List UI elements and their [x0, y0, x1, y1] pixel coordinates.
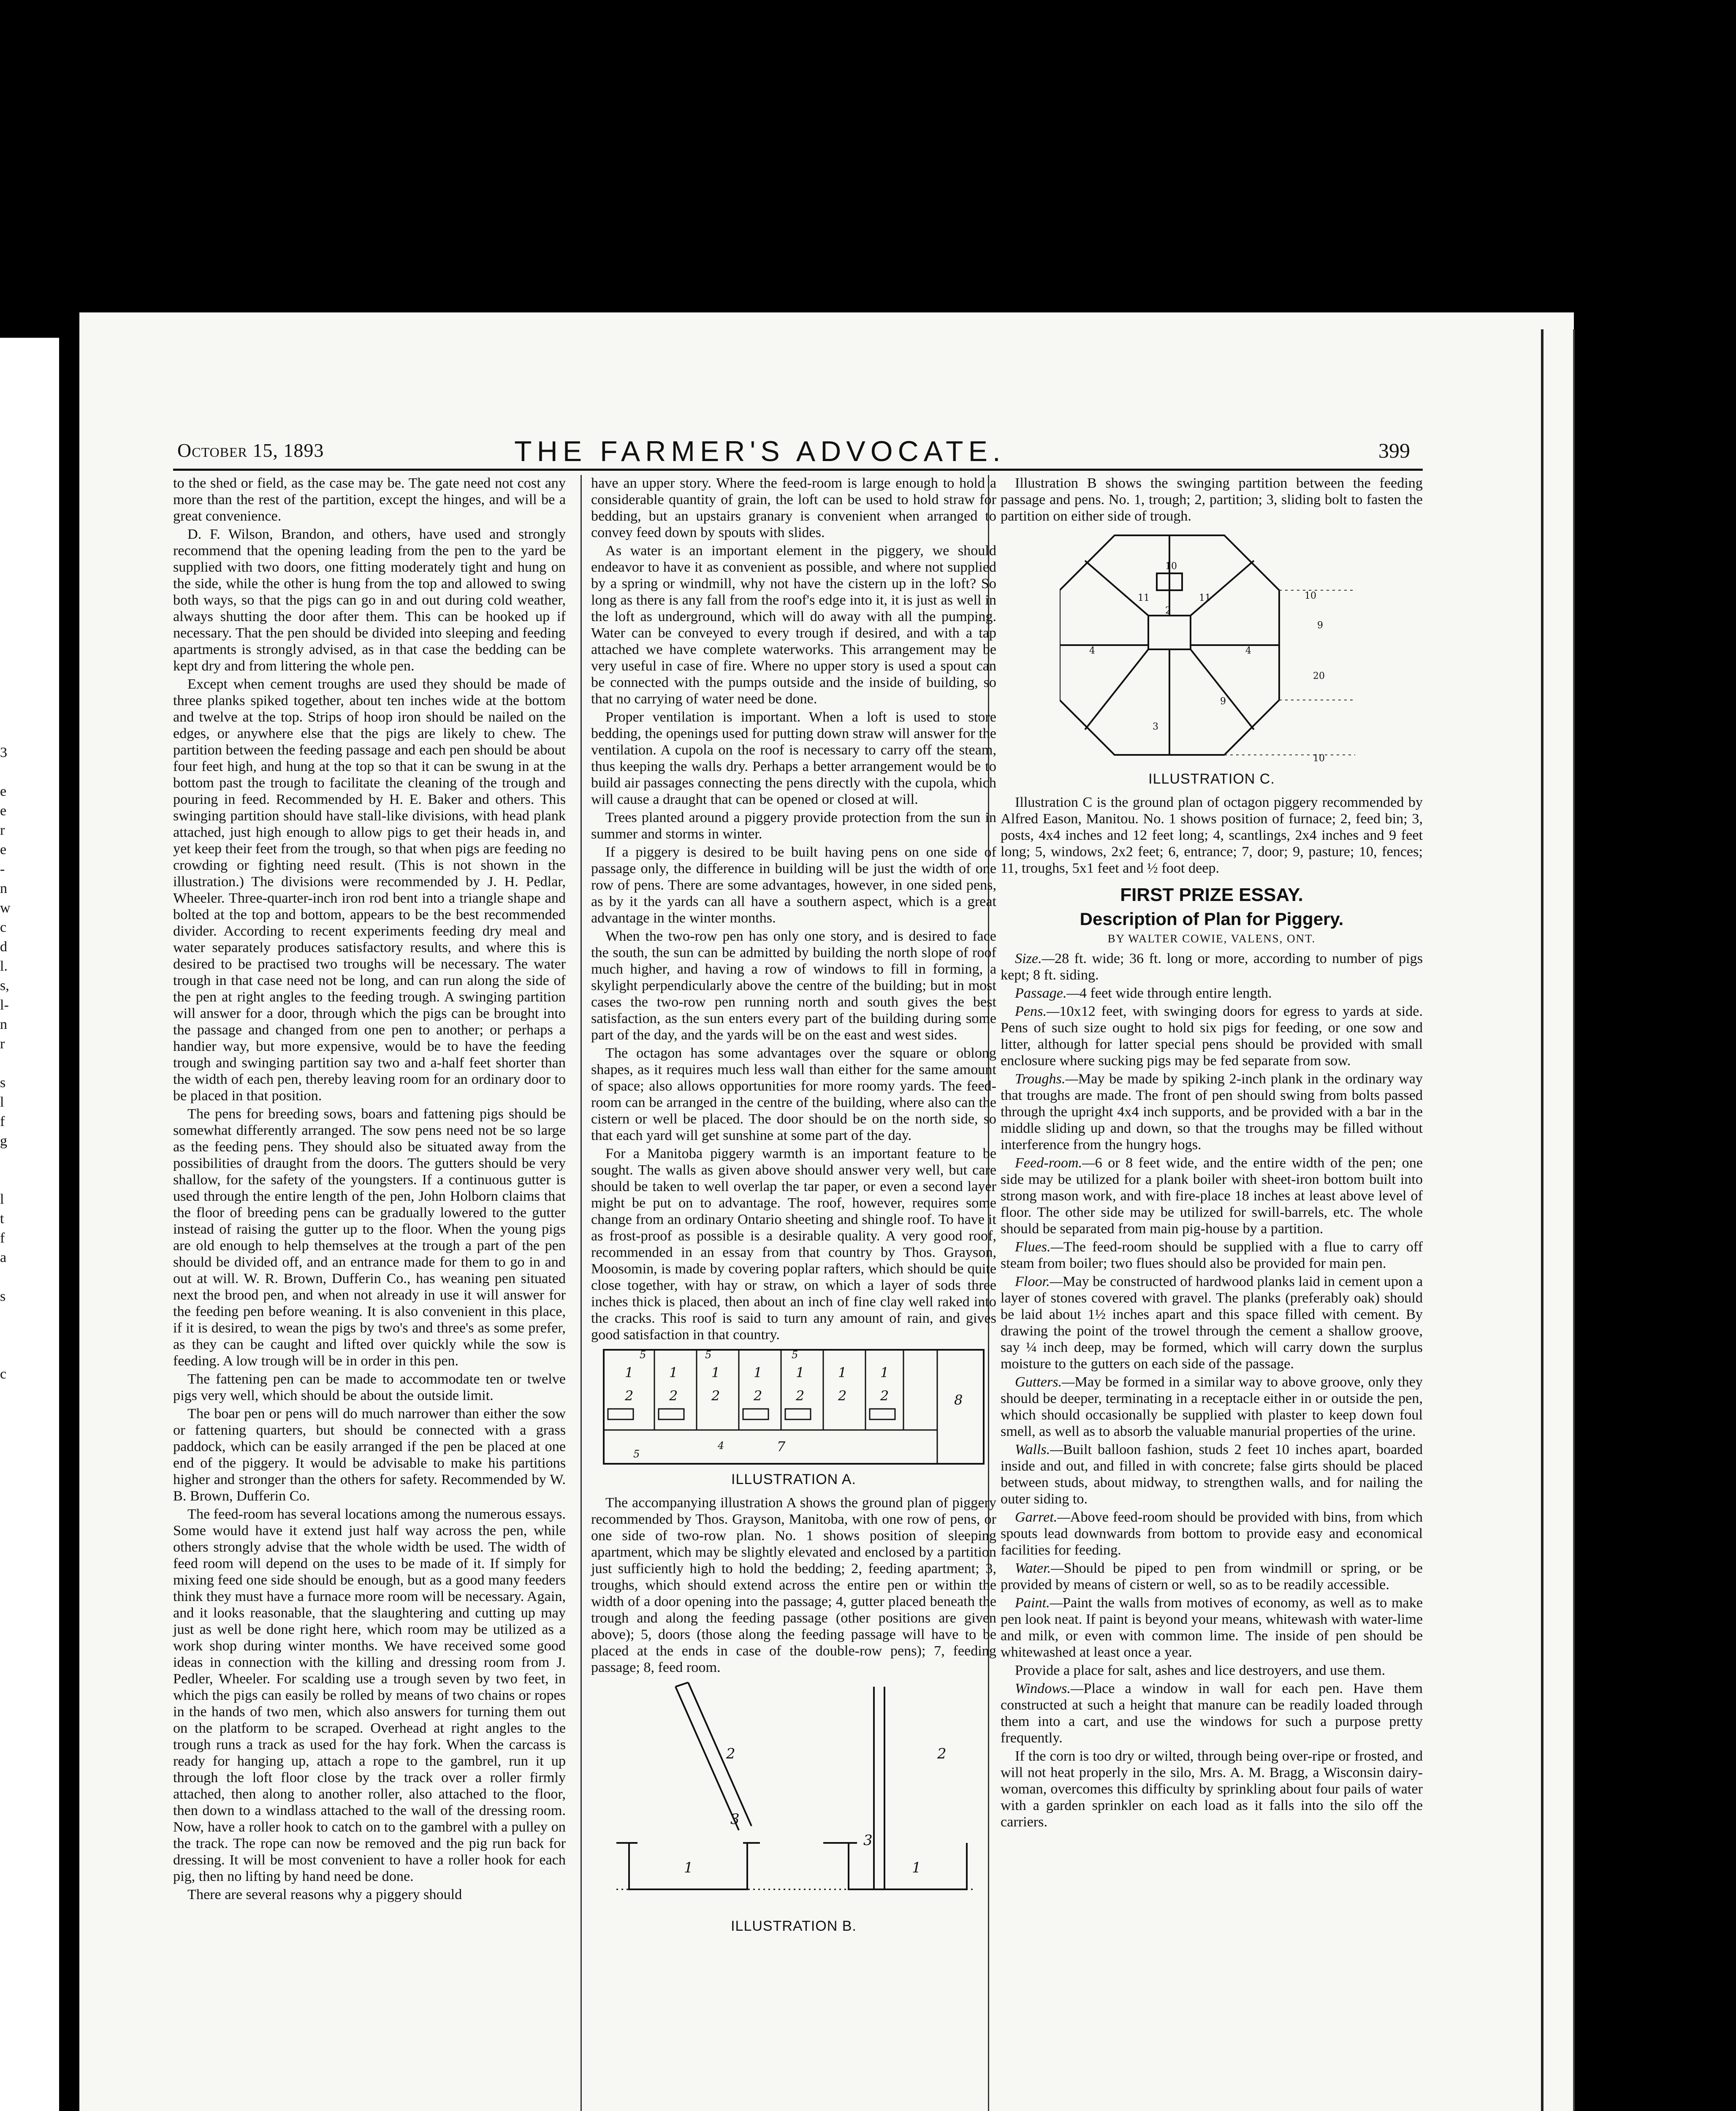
- column-1: [173, 475, 566, 1905]
- edge-fragment: s,: [0, 978, 9, 993]
- svg-text:1: 1: [669, 1365, 678, 1381]
- svg-text:2: 2: [838, 1388, 847, 1404]
- column-2: [591, 475, 996, 1941]
- paragraph: Trees planted around a piggery provide protection from the sun in summer and storms in winter.: [591, 810, 996, 842]
- edge-fragment: -: [0, 861, 5, 877]
- essay-section: [1001, 1273, 1423, 1372]
- essay-section-text: Paint the walls from motives of economy, as well as to make pen look neat. If paint is beyond your means, whitewash with water-lime and milk, or even with common lime. The inside of pen should be whitewashed at least once a year.: [1001, 1595, 1423, 1660]
- edge-fragment: [0, 1151, 30, 1170]
- edge-fragment: d: [0, 939, 7, 955]
- edge-fragment: [0, 1267, 30, 1287]
- edge-fragment: c: [0, 1366, 7, 1382]
- paragraph: The fattening pen can be made to accommodate ten or twelve pigs very well, which should be about the outside limit.: [173, 1371, 566, 1403]
- essay-subheading: Description of Plan for Piggery.: [1080, 909, 1344, 929]
- essay-section-label: Windows.—: [1015, 1681, 1084, 1696]
- edge-fragment: e: [0, 784, 7, 799]
- svg-text:2: 2: [880, 1388, 889, 1404]
- essay-section-text: Built balloon fashion, studs 2 feet 10 inches apart, boarded inside and out, and filled in with concrete; false girts should be placed between studs, about midway, to strengthen walls, and for nailing the outer siding to.: [1001, 1442, 1423, 1507]
- essay-section: [1001, 950, 1423, 983]
- svg-text:1: 1: [625, 1365, 634, 1381]
- svg-text:5: 5: [705, 1349, 712, 1361]
- page-number: 399: [1378, 439, 1410, 462]
- adjacent-page-fragment: [0, 338, 59, 2111]
- essay-section-label: Garret.—: [1015, 1509, 1070, 1525]
- paragraph: For a Manitoba piggery warmth is an important feature to be sought. The walls as given above should answer very well, but care should be taken to well overlap the tar paper, or even a second layer might be put on to advantage. The roof, however, requires some change from an ordinary Ontario sheeting and shingle roof. To have it as frost-proof as possible is a desirable quality. A very good roof, recommended in an essay from that country by Thos. Grayson, Moosomin, is made by covering poplar rafters, which should be quite close together, with hay or straw, on which a layer of sods three inches thick is placed, then about an inch of fine clay well raked into the cracks. This roof is said to turn any amount of rain, and gives good satisfaction in that country.: [591, 1146, 996, 1343]
- svg-text:2: 2: [937, 1745, 947, 1762]
- svg-text:5: 5: [640, 1349, 646, 1361]
- essay-section-label: Size.—: [1015, 951, 1055, 966]
- edge-fragment: s: [0, 1075, 6, 1091]
- essay-section-text: 10x12 feet, with swinging doors for egress to yards at side. Pens of such size ought to hold six pigs for feeding, or one sow and litter, although for latter special pens should be provided with small enclosure where sucking pigs may be fed separate from sow.: [1001, 1004, 1423, 1069]
- paragraph: If a piggery is desired to be built having pens on one side of passage only, the difference in building will be just the width of one row of pens. There are some advantages, however, in one sided pens, as by it the yards can all have a southern aspect, which is a great advantage in the winter months.: [591, 844, 996, 926]
- svg-text:1: 1: [711, 1365, 720, 1381]
- svg-text:3: 3: [863, 1832, 873, 1849]
- masthead: [110, 435, 1410, 469]
- paragraph: Except when cement troughs are used they should be made of three planks spiked together, about ten inches wide at the bottom and twelve at the top. Strips of hoop iron should be nailed on the edges, or anywhere else that the pigs are likely to chew. The partition between the feeding passage and each pen should be about four feet high, and hung at the top so that it can be swung in at the bottom past the trough to facilitate the cleaning of the trough and pouring in feed. Recommended by H. E. Baker and others. This swinging partition should have stall-like divisions, with head plank attached, just high enough to allow pigs to get their heads in, and yet keep their feet from the trough, so that when pigs are feeding no crowding or fighting need result. (This is not shown in the illustration.) The divisions were recommended by J. H. Pedlar, Wheeler. Three-quarter-inch iron rod bent into a triangle shape and bolted at the top and bottom, appears to be the best recommended divider. According to recent experiments feeding dry meal and water separately produces satisfactory results, and where this is desired to be practised two troughs will be necessary. The water trough in that case need not be long, and can run along the side of the pen at right angles to the feeding trough. A swinging partition will answer for a door, through which the pigs can be brought into the passage and changed from one pen to another; or perhaps a handier way, but more expensive, would be to have the feeding trough and swinging partition say two and a-half feet shorter than the width of each pen, thereby leaving room for an ordinary door to be placed in that position.: [173, 676, 566, 1104]
- svg-text:3: 3: [730, 1811, 740, 1828]
- essay-section: [1001, 1560, 1423, 1593]
- edge-fragment: w: [0, 900, 11, 916]
- svg-text:2: 2: [1165, 605, 1171, 616]
- paragraph: The octagon has some advantages over the square or oblong shapes, as it requires much less wall than either for the same amount of space; also allows opportunities for more roomy yards. The feed-room can be arranged in the centre of the building, where also can the cistern or well be placed. The door should be on the north side, so that each yard will get sunshine at some part of the day.: [591, 1045, 996, 1143]
- essay-section-text: May be constructed of hardwood planks laid in cement upon a layer of stones covered with gravel. The planks (preferably oak) should be laid about 1½ inches apart and this space filled with cement. By drawing the point of the trowel through the cement a shallow groove, say ¼ inch deep, may be formed, which will carry down the surplus moisture to the gutters on each side of the passage.: [1001, 1274, 1423, 1372]
- svg-text:1: 1: [796, 1365, 805, 1381]
- paragraph: There are several reasons why a piggery should: [187, 1887, 462, 1902]
- essay-section-text: May be formed in a similar way to above groove, only they should be deeper, terminating in a receptacle either in or outside the pen, which should occasionally be supplied with plaster to keep down foul smell, as well as to absorb the valuable manurial properties of the urine.: [1001, 1374, 1423, 1439]
- illustration-a-caption: ILLUSTRATION A.: [731, 1471, 856, 1487]
- essay-section-text: Above feed-room should be provided with bins, from which spouts lead downwards from bottom to provide easy and economical facilities for feeding.: [1001, 1509, 1423, 1558]
- essay-section-text: Provide a place for salt, ashes and lice destroyers, and use them.: [1015, 1663, 1386, 1678]
- svg-text:9: 9: [1220, 696, 1226, 707]
- essay-section-label: Passage.—: [1015, 985, 1080, 1001]
- essay-section-label: Paint.—: [1015, 1595, 1063, 1611]
- svg-text:10: 10: [1313, 753, 1325, 764]
- essay-section-text: 4 feet wide through entire length.: [1079, 985, 1272, 1001]
- edge-fragment: l.: [0, 958, 8, 974]
- svg-text:1: 1: [684, 1859, 693, 1876]
- paragraph: The feed-room has several locations among the numerous essays. Some would have it extend just half way across the pen, while others strongly advise that the whole width be used. The width of feed room will depend on the uses to be made of it. If simply for mixing feed one side should be enough, but as a good many feeders think they must have a furnace more room will be necessary. Again, and it looks reasonable, that the slaughtering and cutting up may just as well be done right here, which room may be utilized as a work shop during winter months. We have received some good ideas in connection with the killing and dressing room from J. Pedler, Wheeler. For scalding use a trough seven by two feet, in which the pigs can easily be rolled by means of two chains or ropes in the hands of two men, which also answers for turning them out on the platform to be scraped. Overhead at right angles to the trough runs a track as used for the hay fork. When the carcass is ready for hanging up, attach a rope to the gambrel, run it up through the loft floor close by the track over a roller firmly attached, then along to another roller, also attached to the floor, then down to a windlass attached to the wall of the dressing room. Now, have a roller hook to catch on to the gambrel with a pulley on the track. The rope can now be removed and the pig run back for dressing. It will be most convenient to have a roller hook for each pig, then no lifting by hand need be done.: [173, 1506, 566, 1884]
- edge-fragment: t: [0, 1211, 4, 1226]
- svg-text:4: 4: [1089, 646, 1095, 656]
- edge-fragment: l-: [0, 997, 9, 1013]
- paragraph: When the two-row pen has only one story, and is desired to face the south, the sun can be admitted by building the north slope of roof much higher, and having a row of windows to fill in forming, a skylight perpendicularly above the centre of the building; but in most cases the two-row pen running north and south gives the best satisfaction, as the sun enters every part of the building during some part of the day, and the yards will be on the east and west sides.: [591, 928, 996, 1043]
- edge-fragment: f: [0, 1230, 5, 1246]
- svg-text:10: 10: [1305, 591, 1316, 601]
- edge-fragment: g: [0, 1133, 7, 1149]
- essay-section: [1001, 1003, 1423, 1069]
- essay-section-label: Troughs.—: [1015, 1071, 1078, 1087]
- paragraph: As water is an important element in the piggery, we should endeavor to have it as convenient as possible, and where not supplied by a spring or windmill, why not have the cistern up in the loft? So long as there is any fall from the roof's edge into it, it is just as well in the loft as underground, which will do away with all the pumping. Water can be conveyed to every trough if desired, and with a tap attached we have complete waterworks. This arrangement may be very useful in case of fire. Where no upper story is used a spout can be connected with the pumps outside and the inside of building, so that no carrying of water need be done.: [591, 543, 996, 707]
- svg-text:5: 5: [633, 1448, 640, 1460]
- essay-section-label: Pens.—: [1015, 1004, 1060, 1019]
- publication-title: THE FARMER'S ADVOCATE.: [514, 435, 1006, 467]
- illustration-c-description: Illustration C is the ground plan of octagon piggery recommended by Alfred Eason, Manitou. No. 1 shows position of furnace; 2, feed bin; 3, posts, 4x4 inches and 12 feet long; 4, scantlings, 2x4 inches and 9 feet long; 5, windows, 2x2 feet; 6, entrance; 7, door; 9, pasture; 10, fences; 11, troughs, 5x1 feet and ½ foot deep.: [1001, 795, 1423, 876]
- essay-section-text: 28 ft. wide; 36 ft. long or more, according to number of pigs kept; 8 ft. siding.: [1001, 951, 1423, 983]
- svg-text:2: 2: [711, 1388, 720, 1404]
- paragraph: The boar pen or pens will do much narrower than either the sow or fattening quarters, but should be connected with a grass paddock, which can be easily arranged if the pen be placed at one end of the piggery. It would be advisable to make his partitions higher and stronger than the others for safety. Recommended by W. B. Brown, Dufferin Co.: [173, 1406, 566, 1504]
- essay-section: [1001, 1441, 1423, 1507]
- svg-text:9: 9: [1317, 620, 1323, 631]
- paragraph: D. F. Wilson, Brandon, and others, have used and strongly recommend that the opening leading from the pen to the yard be supplied with two doors, one fitting moderately tight and hung on the side, while the other is hung from the top and allowed to swing both ways, so that the pigs can go in and out during cold weather, always shutting the door after them. This can be hooked up if necessary. That the pen should be divided into sleeping and feeding apartments is strongly advised, as in that case the bedding can be kept dry and from littering the whole pen.: [173, 526, 566, 674]
- adjacent-page-text: [0, 743, 30, 1384]
- illustration-a-description: The accompanying illustration A shows the ground plan of piggery recommended by Thos. Grayson, Manitoba, with one row of pens, or one side of two-row plan. No. 1 shows position of sleeping apartment, which may be slightly elevated and enclosed by a partition just sufficiently high to hold the bedding; 2, feeding apartment; 3, troughs, which should extend across the entire pen or within the width of a door opening into the passage; 4, gutter placed beneath the trough and along the feeding passage (other positions are given above); 5, doors (those along the feeding passage will have to be placed at the ends in case of the double-row pens); 7, feeding passage; 8, feed room.: [591, 1495, 996, 1675]
- edge-fragment: n: [0, 881, 7, 896]
- svg-text:5: 5: [792, 1349, 798, 1361]
- svg-text:11: 11: [1199, 593, 1211, 603]
- edge-fragment: e: [0, 803, 7, 819]
- illustration-c-caption: ILLUSTRATION C.: [1148, 771, 1275, 787]
- svg-text:2: 2: [669, 1388, 678, 1404]
- essay-section-label: Feed-room.—: [1015, 1155, 1095, 1171]
- svg-text:2: 2: [726, 1745, 735, 1762]
- svg-text:2: 2: [754, 1388, 762, 1404]
- illustration-b-caption: ILLUSTRATION B.: [731, 1918, 857, 1934]
- essay-heading: FIRST PRIZE ESSAY.: [1120, 885, 1303, 905]
- svg-text:8: 8: [954, 1392, 963, 1408]
- svg-text:1: 1: [754, 1365, 762, 1381]
- svg-text:10: 10: [1165, 561, 1177, 572]
- edge-fragment: [0, 1326, 30, 1345]
- svg-text:1: 1: [838, 1365, 847, 1381]
- closing-paragraph: If the corn is too dry or wilted, through being over-ripe or frosted, and will not heat properly in the silo, Mrs. A. M. Bragg, a Wisconsin dairy-woman, overcomes this difficulty by sprinkling about four pails of water with a garden sprinkler on each load as it falls into the silo off the carriers.: [1001, 1748, 1423, 1830]
- essay-section-label: Water.—: [1015, 1560, 1064, 1576]
- svg-text:1: 1: [912, 1859, 921, 1876]
- svg-text:1: 1: [880, 1365, 889, 1381]
- svg-text:11: 11: [1138, 593, 1150, 603]
- edge-fragment: l: [0, 1094, 4, 1110]
- essay-section-label: Flues.—: [1015, 1239, 1063, 1255]
- edge-fragment: r: [0, 1036, 5, 1052]
- illustration-a-floor-plan: [599, 1346, 988, 1468]
- edge-fragment: r: [0, 822, 5, 838]
- paragraph: have an upper story. Where the feed-room is large enough to hold a considerable quantity of grain, the loft can be used to hold straw for bedding, but an upstairs granary is convenient when arranged to convey feed down by spouts with slides.: [591, 475, 996, 540]
- essay-section: [1001, 1071, 1423, 1153]
- essay-section-label: Floor.—: [1015, 1274, 1063, 1289]
- svg-text:2: 2: [796, 1388, 805, 1404]
- issue-date: October 15, 1893: [177, 440, 324, 461]
- edge-fragment: e: [0, 842, 7, 857]
- svg-text:20: 20: [1313, 671, 1325, 681]
- edge-fragment: s: [0, 1289, 6, 1304]
- essay-section-text: Place a window in wall for each pen. Have them constructed at such a height that manure can be readily loaded through them into a cart, and use the windows for such a purpose pretty frequently.: [1001, 1681, 1423, 1746]
- illustration-b-partition-diagram: [604, 1678, 984, 1915]
- edge-fragment: [0, 762, 30, 782]
- essay-section: [1001, 1595, 1423, 1661]
- essay-byline: BY WALTER COWIE, VALENS, ONT.: [1107, 932, 1316, 945]
- edge-fragment: a: [0, 1250, 7, 1265]
- essay-section-label: Walls.—: [1015, 1442, 1063, 1457]
- essay-section-text: The feed-room should be supplied with a flue to carry off steam from boiler; two flues should also be provided for main pen.: [1001, 1239, 1423, 1271]
- column-3: [1001, 475, 1423, 1832]
- essay-section: [1001, 985, 1423, 1001]
- illustration-c-octagon-plan: [1060, 527, 1364, 768]
- edge-fragment: [0, 1345, 30, 1365]
- svg-text:3: 3: [1153, 722, 1158, 732]
- edge-fragment: n: [0, 1017, 7, 1032]
- svg-text:7: 7: [777, 1438, 786, 1454]
- essay-section-text: 6 or 8 feet wide, and the entire width of the pen; one side may be utilized for a plank boiler with sheet-iron bottom built into strong mason work, and with fire-place 18 inches at least above level of floor. The other side may be utilized for swill-barrels, etc. The whole should be separated from main pig-house by a partition.: [1001, 1155, 1423, 1237]
- paragraph: Proper ventilation is important. When a loft is used to store bedding, the openings used for putting down straw will answer for the ventilation. A cupola on the roof is necessary to carry off the steam, thus keeping the walls dry. Perhaps a better arrangement would be to build air passages connecting the pens directly with the cupola, which will cause a draught that can be opened or closed at will.: [591, 709, 996, 807]
- edge-fragment: [0, 1170, 30, 1190]
- column-divider: [580, 475, 582, 2111]
- essay-section-text: May be made by spiking 2-inch plank in the ordinary way that troughs are made. The front of pen should swing from bolts passed through the upright 4x4 inch supports, and be provided with a bar in the middle sliding up and down, so that the troughs may be filled without interference from the hungry hogs.: [1001, 1071, 1423, 1153]
- essay-sections: [1001, 950, 1423, 1746]
- edge-fragment: f: [0, 1114, 5, 1129]
- svg-text:4: 4: [718, 1440, 724, 1452]
- illustration-b-description: Illustration B shows the swinging partition between the feeding passage and pens. No. 1, trough; 2, partition; 3, sliding bolt to fasten the partition on either side of trough.: [1001, 475, 1423, 524]
- edge-fragment: [0, 1054, 30, 1073]
- edge-fragment: l: [0, 1191, 4, 1207]
- essay-section: [1001, 1509, 1423, 1558]
- essay-section-text: Should be piped to pen from windmill or spring, or be provided by means of cistern or well, so as to be readily accessible.: [1001, 1560, 1423, 1593]
- essay-section-label: Gutters.—: [1015, 1374, 1075, 1390]
- edge-fragment: 3: [0, 745, 7, 760]
- essay-section: [1001, 1680, 1423, 1746]
- svg-text:4: 4: [1245, 646, 1251, 656]
- paragraph: The pens for breeding sows, boars and fattening pigs should be somewhat differently arranged. The sow pens need not be so large as the feeding pens. They should also be situated away from the possibilities of draught from the doors. The gutters should be very shallow, for the safety of the youngsters. If a continuous gutter is used through the entire length of the pen, John Holborn claims that the floor of breeding pens can be gradually lowered to the gutter instead of raising the gutter up to the floor. When the young pigs are old enough to help themselves at the trough a part of the pen should be divided off, and an entrance made for them to go in and out at will. W. R. Brown, Dufferin Co., has weaning pen situated next the brood pen, and when not already in use it will answer for the feeding pen before weaning. It is also convenient in this place, if it is desired, to wean the pigs by two's and three's as some prefer, as they can be caught and lifted over quickly while the sow is feeding. A low trough will be in order in this pen.: [173, 1106, 566, 1369]
- paragraph: to the shed or field, as the case may be. The gate need not cost any more than the rest of the partition, except the hinges, and will be a great convenience.: [173, 475, 566, 524]
- masthead-rule: [173, 469, 1423, 471]
- svg-text:2: 2: [625, 1388, 634, 1404]
- page-binding-edge: [1541, 329, 1575, 2111]
- essay-section: [1001, 1374, 1423, 1440]
- edge-fragment: c: [0, 920, 7, 935]
- essay-section: [1001, 1155, 1423, 1237]
- essay-section: [1001, 1662, 1423, 1679]
- essay-section: [1001, 1239, 1423, 1272]
- edge-fragment: [0, 1306, 30, 1326]
